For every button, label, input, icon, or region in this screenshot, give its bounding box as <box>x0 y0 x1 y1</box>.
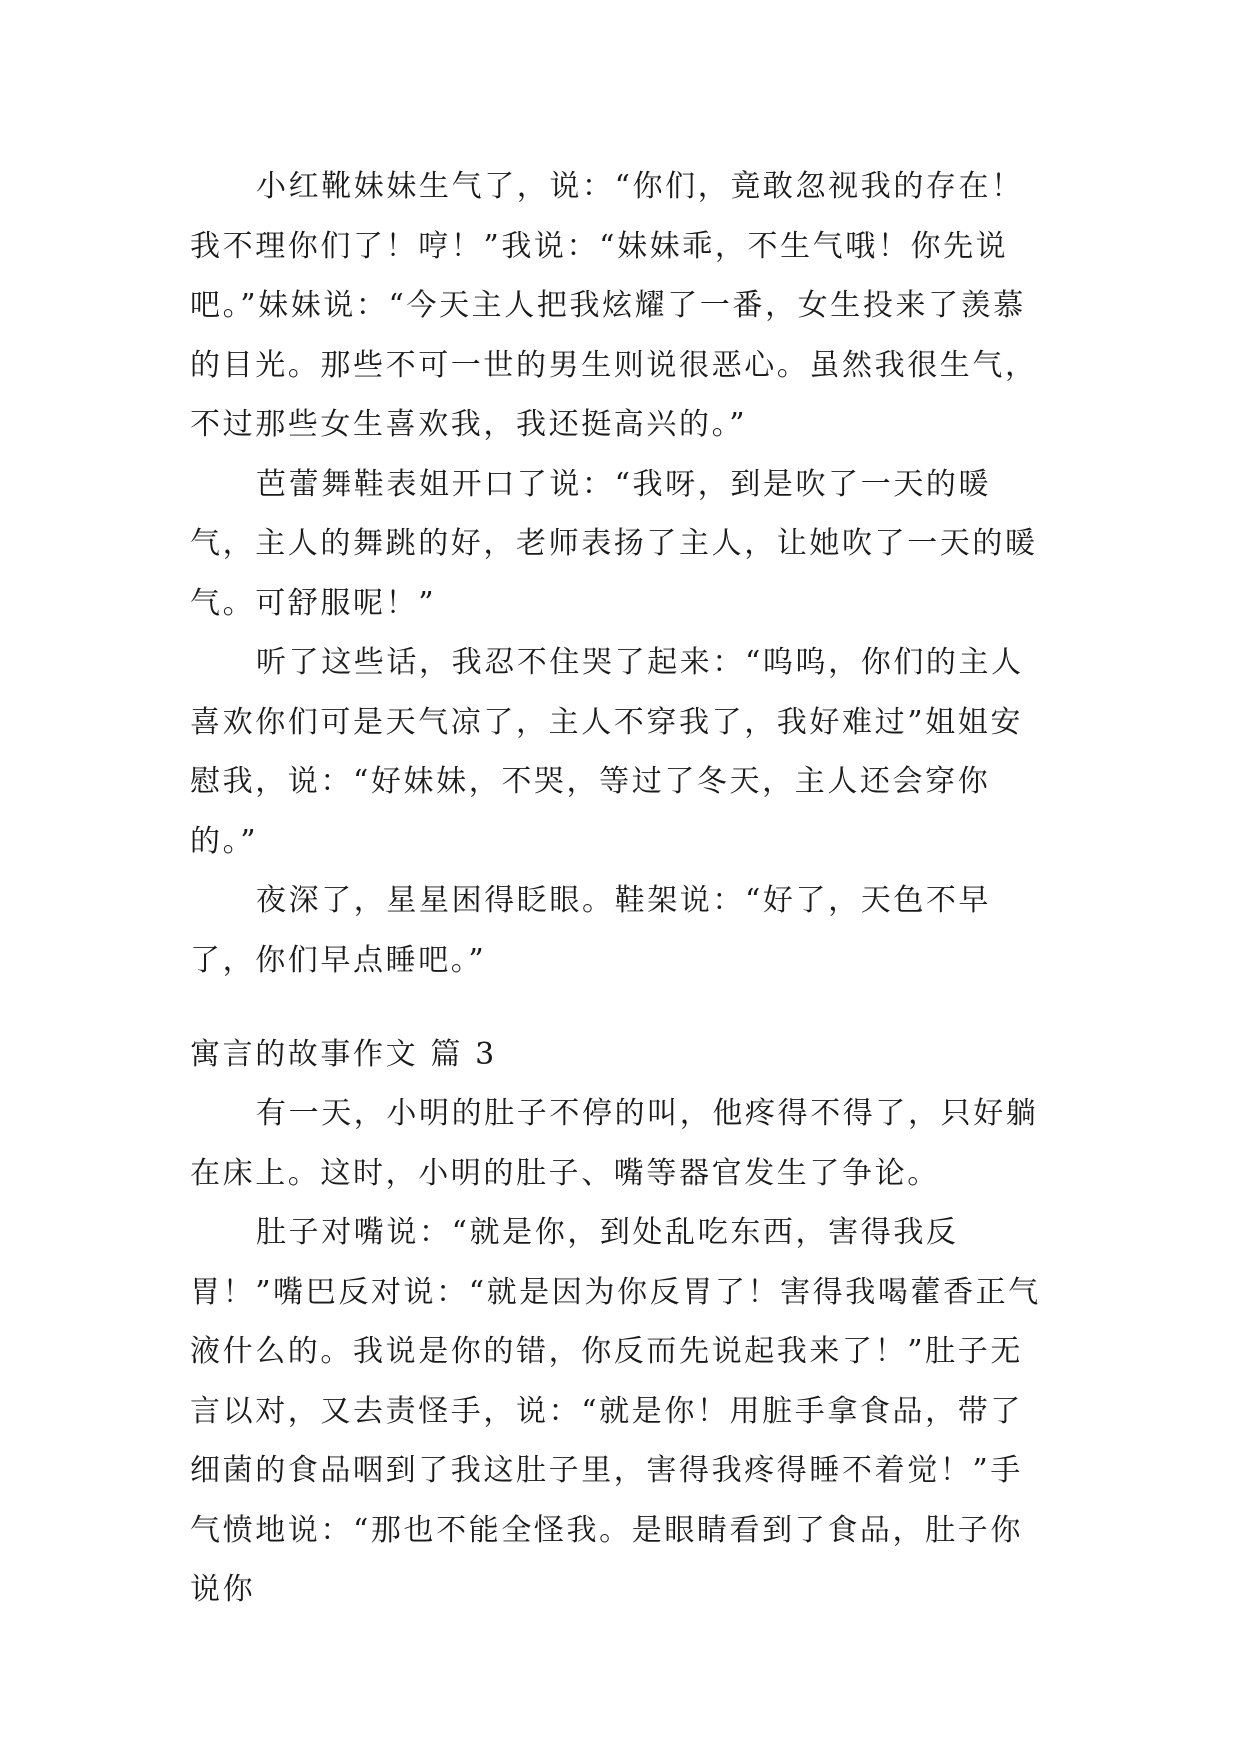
story-section-2 <box>190 1084 1050 1620</box>
paragraph: 肚子对嘴说：“就是你，到处乱吃东西，害得我反胃！”嘴巴反对说：“就是因为你反胃了！害得我喝藿香正气液什么的。我说是你的错，你反而先说起我来了！”肚子无言以对，又去责怪手，说：“就是你！用脏手拿食品，带了细菌的食品咽到了我这肚子里，害得我疼得睡不着觉！”手气愤地说：“那也不能全怪我。是眼睛看到了食品，肚子你说你 <box>190 1215 1041 1607</box>
paragraph: 小红靴妹妹生气了，说：“你们，竟敢忽视我的存在！我不理你们了！哼！”我说：“妹妹乖，不生气哦！你先说吧。”妹妹说：“今天主人把我炫耀了一番，女生投来了羡慕的目光。那些不可一世的男生则说很恶心。虽然我很生气，不过那些女生喜欢我，我还挺高兴的。” <box>190 169 1038 442</box>
section-title: 寓言的故事作文 篇 3 <box>190 1037 497 1072</box>
paragraph: 芭蕾舞鞋表姐开口了说：“我呀，到是吹了一天的暖气，主人的舞跳的好，老师表扬了主人，让她吹了一天的暖气。可舒服呢！” <box>190 466 1038 621</box>
story-section-1 <box>190 157 1050 990</box>
paragraph: 夜深了，星星困得眨眼。鞋架说：“好了，天色不早了，你们早点睡吧。” <box>190 883 992 978</box>
paragraph: 听了这些话，我忍不住哭了起来：“呜呜，你们的主人喜欢你们可是天气凉了，主人不穿我了，我好难过”姐姐安慰我，说：“好妹妹，不哭，等过了冬天，主人还会穿你的。” <box>190 645 1024 859</box>
paragraph: 有一天，小明的肚子不停的叫，他疼得不得了，只好躺在床上。这时，小明的肚子、嘴等器官发生了争论。 <box>190 1096 1039 1191</box>
